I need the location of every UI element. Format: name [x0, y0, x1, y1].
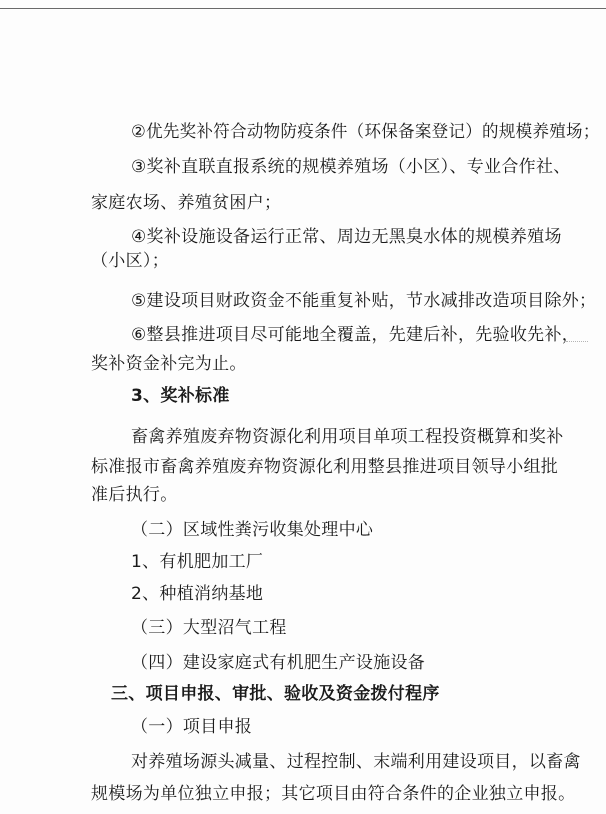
text-line: （四）建设家庭式有机肥生产设施设备	[131, 653, 426, 673]
text-line: 家庭农场、养殖贫困户；	[91, 193, 282, 213]
text-line: 准后执行。	[91, 485, 178, 505]
text-line: （小区）；	[91, 251, 169, 271]
section-heading: 3、奖补标准	[131, 386, 230, 406]
text-line: 标准报市畜禽养殖废弃物资源化利用整县推进项目领导小组批	[91, 457, 559, 477]
text-line: 1、有机肥加工厂	[131, 552, 264, 572]
text-line: ④奖补设施设备运行正常、周边无黑臭水体的规模养殖场	[131, 227, 562, 247]
text-line: （二）区域性粪污收集处理中心	[131, 520, 374, 540]
text-line: ②优先奖补符合动物防疫条件（环保备案登记）的规模养殖场；	[131, 122, 600, 142]
text-line: ③奖补直联直报系统的规模养殖场（小区）、专业合作社、	[131, 157, 571, 177]
text-line: 2、种植消纳基地	[131, 584, 264, 604]
text-line: （一）项目申报	[131, 717, 253, 737]
top-border-line	[0, 8, 606, 9]
scan-speck	[566, 341, 588, 343]
text-line: 畜禽养殖废弃物资源化利用项目单项工程投资概算和奖补	[131, 427, 564, 447]
text-line: ⑤建设项目财政资金不能重复补贴，节水减排改造项目除外；	[131, 291, 597, 311]
section-heading: 三、项目申报、审批、验收及资金拨付程序	[111, 684, 440, 704]
text-line: 对养殖场源头减量、过程控制、末端利用建设项目，以畜禽	[131, 752, 581, 772]
text-line: （三）大型沼气工程	[131, 618, 287, 638]
text-line: 奖补资金补完为止。	[91, 354, 247, 374]
text-line: ⑥整县推进项目尽可能地全覆盖，先建后补，先验收先补，	[131, 325, 580, 345]
text-line: 规模场为单位独立申报；其它项目由符合条件的企业独立申报。	[91, 784, 576, 804]
